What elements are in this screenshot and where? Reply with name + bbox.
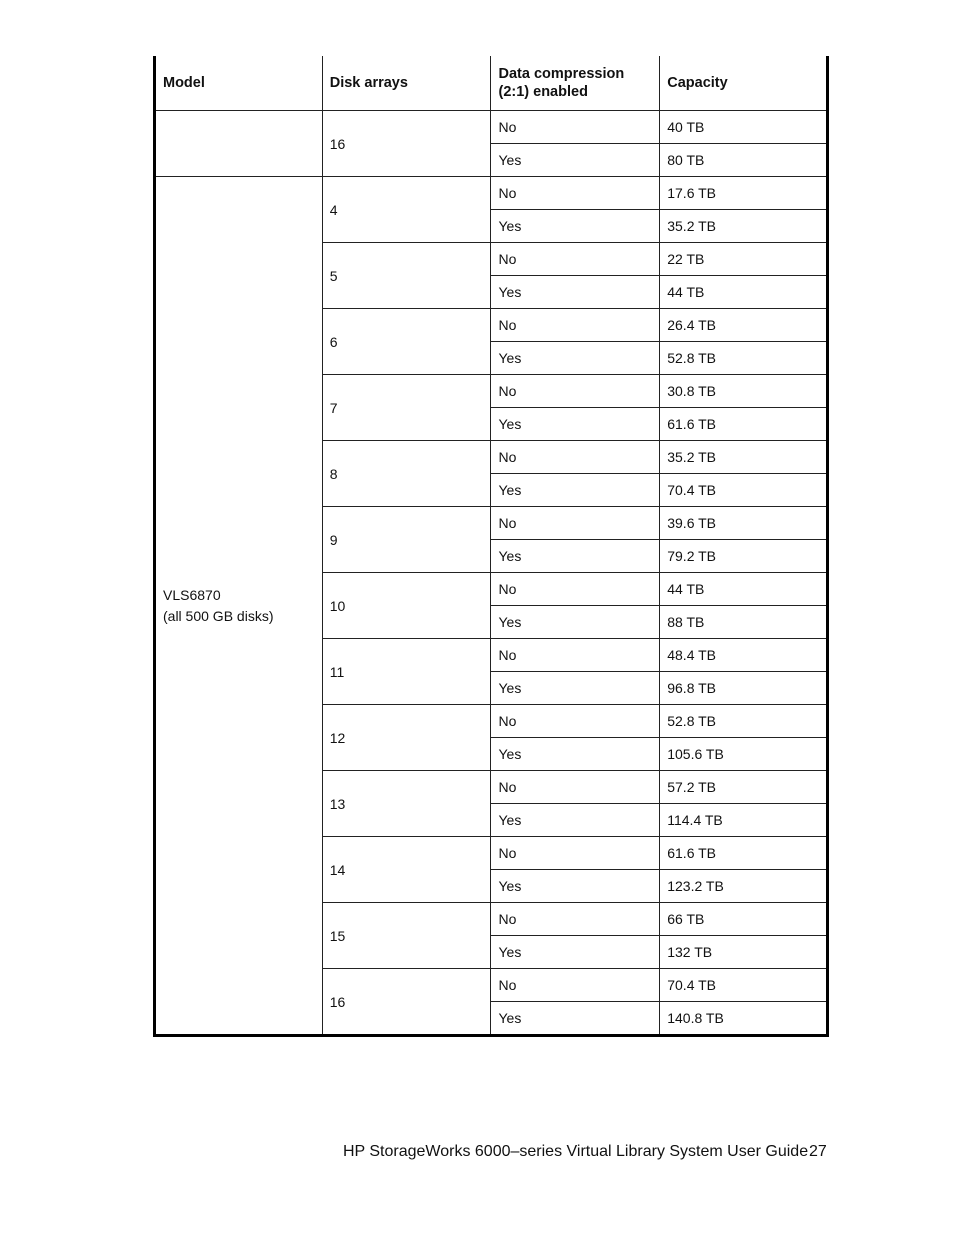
capacity-cell: 17.6 TB — [660, 177, 828, 210]
compression-cell: No — [491, 969, 660, 1002]
model-cell — [155, 111, 323, 177]
page-footer — [343, 1143, 827, 1161]
capacity-cell: 140.8 TB — [660, 1002, 828, 1036]
disk-arrays-cell: 16 — [322, 969, 491, 1036]
compression-cell: Yes — [491, 606, 660, 639]
compression-cell: Yes — [491, 474, 660, 507]
disk-arrays-cell: 6 — [322, 309, 491, 375]
compression-cell: No — [491, 639, 660, 672]
model-line: (all 500 GB disks) — [163, 607, 274, 624]
compression-cell: Yes — [491, 870, 660, 903]
capacity-cell: 57.2 TB — [660, 771, 828, 804]
disk-arrays-cell: 16 — [322, 111, 491, 177]
header-capacity: Capacity — [660, 56, 828, 111]
compression-cell: No — [491, 705, 660, 738]
footer-title: HP StorageWorks 6000–series Virtual Library System User Guide — [343, 1143, 809, 1160]
compression-cell: No — [491, 837, 660, 870]
capacity-cell: 35.2 TB — [660, 210, 828, 243]
capacity-cell: 61.6 TB — [660, 837, 828, 870]
disk-arrays-cell: 10 — [322, 573, 491, 639]
compression-cell: No — [491, 507, 660, 540]
disk-arrays-cell: 5 — [322, 243, 491, 309]
disk-arrays-cell: 13 — [322, 771, 491, 837]
compression-cell: Yes — [491, 408, 660, 441]
table-header-row — [155, 56, 828, 111]
table-row — [155, 111, 828, 144]
capacity-cell: 52.8 TB — [660, 342, 828, 375]
page-number: 27 — [809, 1143, 827, 1160]
disk-arrays-cell: 14 — [322, 837, 491, 903]
capacity-cell: 70.4 TB — [660, 969, 828, 1002]
capacity-cell: 44 TB — [660, 573, 828, 606]
table-row — [155, 177, 828, 210]
capacity-cell: 114.4 TB — [660, 804, 828, 837]
disk-arrays-cell: 7 — [322, 375, 491, 441]
compression-cell: Yes — [491, 210, 660, 243]
capacity-cell: 48.4 TB — [660, 639, 828, 672]
capacity-cell: 66 TB — [660, 903, 828, 936]
capacity-cell: 30.8 TB — [660, 375, 828, 408]
header-disk-arrays: Disk arrays — [322, 56, 491, 111]
capacity-cell: 80 TB — [660, 144, 828, 177]
compression-cell: Yes — [491, 738, 660, 771]
capacity-cell: 105.6 TB — [660, 738, 828, 771]
capacity-table — [153, 56, 829, 1037]
compression-cell: No — [491, 309, 660, 342]
capacity-cell: 35.2 TB — [660, 441, 828, 474]
capacity-cell: 26.4 TB — [660, 309, 828, 342]
compression-cell: No — [491, 573, 660, 606]
capacity-cell: 22 TB — [660, 243, 828, 276]
capacity-cell: 123.2 TB — [660, 870, 828, 903]
compression-cell: Yes — [491, 672, 660, 705]
header-data-compression: Data compression (2:1) enabled — [491, 56, 660, 111]
capacity-cell: 61.6 TB — [660, 408, 828, 441]
compression-cell: No — [491, 111, 660, 144]
compression-cell: No — [491, 441, 660, 474]
disk-arrays-cell: 9 — [322, 507, 491, 573]
disk-arrays-cell: 15 — [322, 903, 491, 969]
capacity-cell: 88 TB — [660, 606, 828, 639]
disk-arrays-cell: 11 — [322, 639, 491, 705]
capacity-cell: 40 TB — [660, 111, 828, 144]
compression-cell: Yes — [491, 804, 660, 837]
compression-cell: Yes — [491, 276, 660, 309]
capacity-cell: 44 TB — [660, 276, 828, 309]
compression-cell: Yes — [491, 936, 660, 969]
compression-cell: Yes — [491, 144, 660, 177]
compression-cell: Yes — [491, 1002, 660, 1036]
capacity-cell: 132 TB — [660, 936, 828, 969]
compression-cell: No — [491, 903, 660, 936]
header-model: Model — [155, 56, 323, 111]
compression-cell: Yes — [491, 342, 660, 375]
compression-cell: Yes — [491, 540, 660, 573]
disk-arrays-cell: 12 — [322, 705, 491, 771]
disk-arrays-cell: 8 — [322, 441, 491, 507]
compression-cell: No — [491, 375, 660, 408]
compression-cell: No — [491, 243, 660, 276]
table-body — [155, 111, 828, 1036]
capacity-cell: 79.2 TB — [660, 540, 828, 573]
compression-cell: No — [491, 771, 660, 804]
compression-cell: No — [491, 177, 660, 210]
capacity-cell: 96.8 TB — [660, 672, 828, 705]
capacity-cell: 70.4 TB — [660, 474, 828, 507]
disk-arrays-cell: 4 — [322, 177, 491, 243]
capacity-cell: 39.6 TB — [660, 507, 828, 540]
capacity-cell: 52.8 TB — [660, 705, 828, 738]
model-line: VLS6870 — [163, 586, 221, 603]
model-cell — [155, 177, 323, 1036]
